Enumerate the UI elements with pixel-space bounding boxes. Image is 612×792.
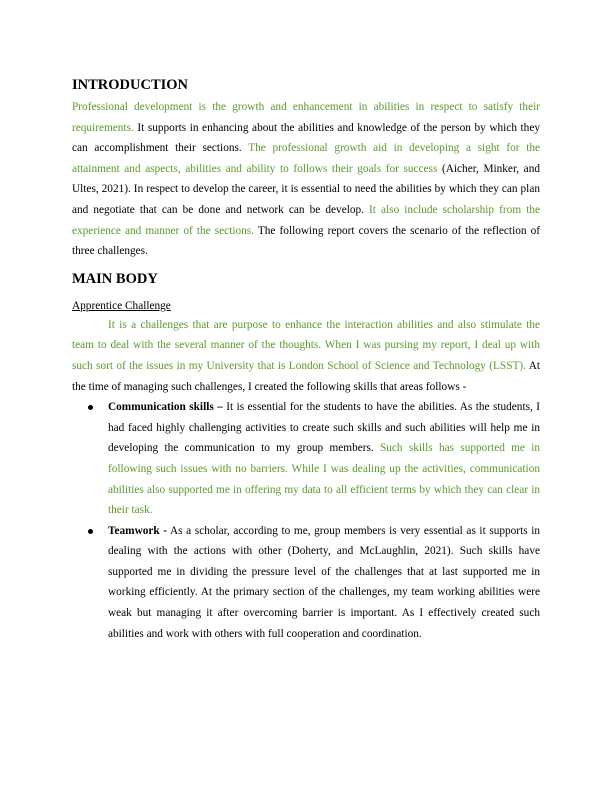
- text-segment: Such skills has supported me in following such issues with no barriers. While I was dealing up the activities, communication abilities also supported me in offering my data to all efficient terms by which they can clear in their task.: [108, 442, 540, 517]
- text-segment: As a scholar, according to me, group members is very essential as it supports in dealing with the actions with other (Doherty, and McLaughlin, 2021). Such skills have supported me in dividing the pressure level of the challenges that at last supported me in working efficiently. At the primary section of the challenges, my team working abilities were weak but managing it after overcoming barrier is important. As I effectively created such abilities and work with others with full cooperation and coordination.: [108, 524, 540, 640]
- text-segment: It supports in enhancing about the abilities and knowledge of the person by which they can accomplishment their sections.: [72, 121, 540, 155]
- text-segment: Professional development is the growth and enhancement in abilities in respect to satisfy their requirements.: [72, 101, 540, 134]
- page-content: [72, 76, 540, 644]
- text-segment: (Aicher, Minker, and Ultes, 2021). In respect to develop the career, it is essential to need the abilities by which they can plan and negotiate that can be done and network can be develop.: [72, 162, 540, 216]
- text-segment: The professional growth aid in developing a sight for the attainment and aspects, abilities and ability to follows their goals for success: [72, 142, 540, 175]
- list-item-communication-skills: [72, 397, 540, 521]
- text-segment: It is a challenges that are purpose to enhance the interaction abilities and also stimulate the team to deal with the several manner of the thoughts. When I was pursing my report, I deal up with such sort of the issues in my University that is London School of Science and Technology (LSST).: [72, 318, 540, 372]
- introduction-heading: INTRODUCTION: [72, 77, 189, 93]
- bullet-icon: [88, 405, 93, 410]
- text-segment: It also include scholarship from the experience and manner of the sections.: [72, 203, 540, 237]
- bullet-title: Communication skills –: [108, 401, 223, 414]
- list-item-teamwork: [72, 521, 540, 645]
- text-segment: It is essential for the students to have the abilities. As the students, I had faced highly challenging activities to create such skills and such abilities will help me in developing the communication to my group members.: [108, 401, 540, 455]
- main-body-heading: MAIN BODY: [72, 270, 158, 287]
- apprentice-challenge-subheading: Apprentice Challenge: [72, 299, 171, 312]
- skills-bullet-list: [72, 397, 540, 644]
- text-segment: The following report covers the scenario of the reflection of three challenges.: [72, 224, 541, 258]
- text-segment: At the time of managing such challenges, I created the following skills that areas follows -: [72, 359, 540, 393]
- apprentice-challenge-paragraph: [72, 315, 540, 397]
- bullet-icon: [88, 529, 93, 534]
- introduction-paragraph: [72, 97, 540, 262]
- bullet-title: Teamwork -: [108, 524, 168, 537]
